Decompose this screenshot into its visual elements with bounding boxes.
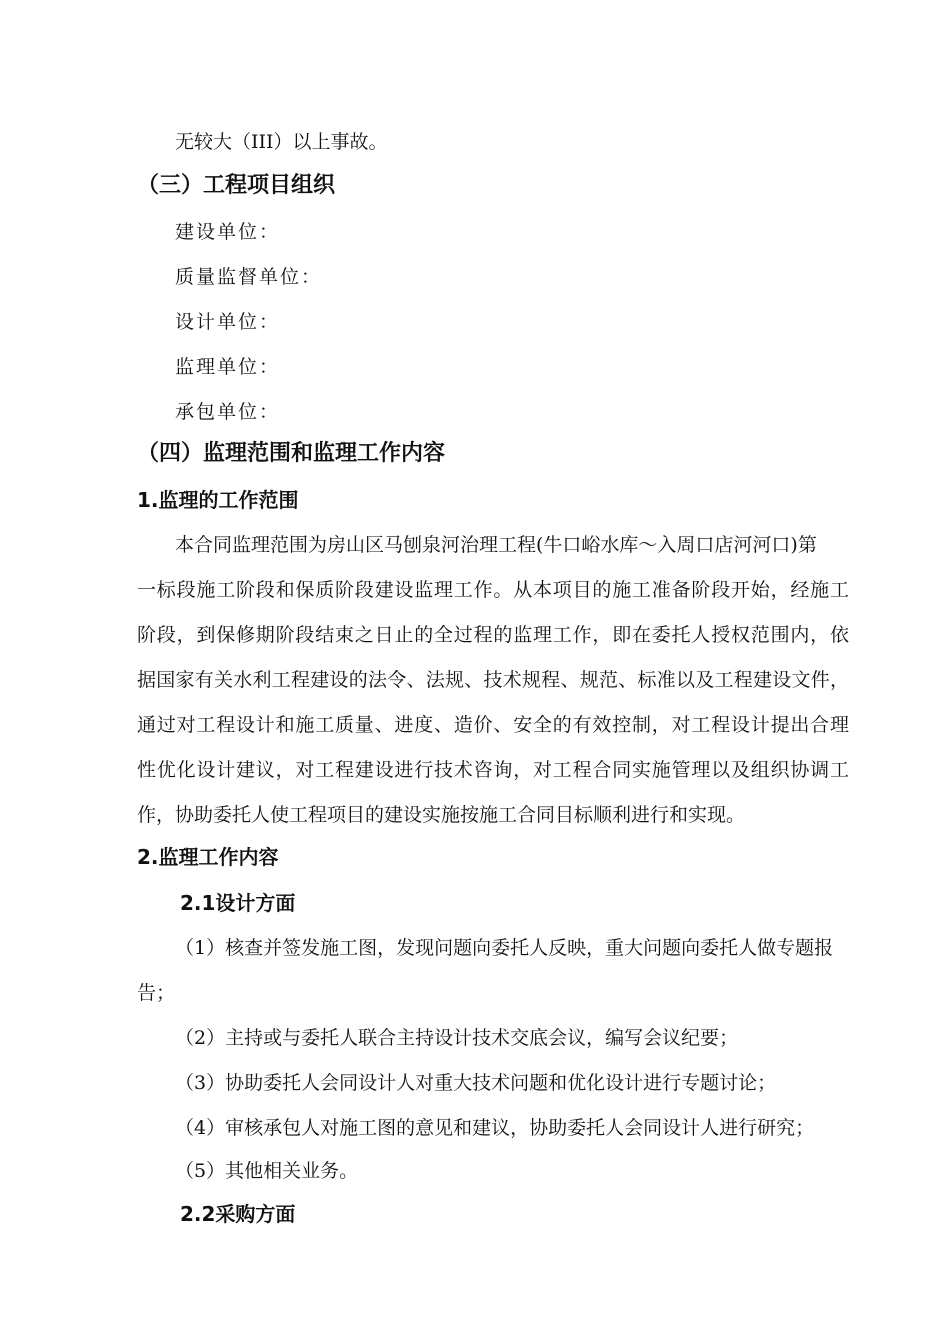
scope-paragraph-line: 本合同监理范围为房山区马刨泉河治理工程(牛口峪水库～入周口店河河口)第	[175, 534, 817, 556]
procurement-aspect-heading: 2.2采购方面	[180, 1202, 296, 1226]
section-4-heading: （四）监理范围和监理工作内容	[137, 441, 446, 466]
design-item-1: （1）核查并签发施工图，发现问题向委托人反映，重大问题向委托人做专题报	[175, 937, 834, 959]
scope-paragraph-line: 阶段，到保修期阶段结束之日止的全过程的监理工作，即在委托人授权范围内，依	[137, 624, 849, 646]
section-3-heading: （三）工程项目组织	[137, 173, 336, 198]
org-item-supervision-unit: 监理单位：	[175, 356, 281, 378]
design-aspect-heading: 2.1设计方面	[180, 891, 296, 915]
design-item-4: （4）审核承包人对施工图的意见和建议，协助委托人会同设计人进行研究；	[175, 1117, 815, 1139]
design-item-3: （3）协助委托人会同设计人对重大技术问题和优化设计进行专题讨论；	[175, 1072, 777, 1094]
design-item-2: （2）主持或与委托人联合主持设计技术交底会议，编写会议纪要；	[175, 1027, 739, 1049]
scope-paragraph-line: 一标段施工阶段和保质阶段建设监理工作。从本项目的施工准备阶段开始，经施工	[137, 579, 849, 601]
subsection-2-heading: 2.监理工作内容	[137, 845, 279, 869]
scope-paragraph-line: 作，协助委托人使工程项目的建设实施按施工合同目标顺利进行和实现。	[137, 804, 746, 826]
org-item-construction-unit: 建设单位：	[175, 221, 281, 243]
design-item-5: （5）其他相关业务。	[175, 1160, 359, 1182]
scope-paragraph-line: 通过对工程设计和施工质量、进度、造价、安全的有效控制，对工程设计提出合理	[137, 714, 849, 736]
subsection-1-heading: 1.监理的工作范围	[137, 488, 299, 512]
org-item-quality-supervision-unit: 质量监督单位：	[175, 266, 323, 288]
scope-paragraph-line: 据国家有关水利工程建设的法令、法规、技术规程、规范、标准以及工程建设文件，	[137, 669, 849, 691]
design-item-1-continued: 告；	[137, 982, 176, 1004]
intro-text: 无较大（III）以上事故。	[175, 131, 388, 153]
org-item-design-unit: 设计单位：	[175, 311, 281, 333]
scope-paragraph-line: 性优化设计建议，对工程建设进行技术咨询，对工程合同实施管理以及组织协调工	[137, 759, 849, 781]
org-item-contractor-unit: 承包单位：	[175, 401, 281, 423]
